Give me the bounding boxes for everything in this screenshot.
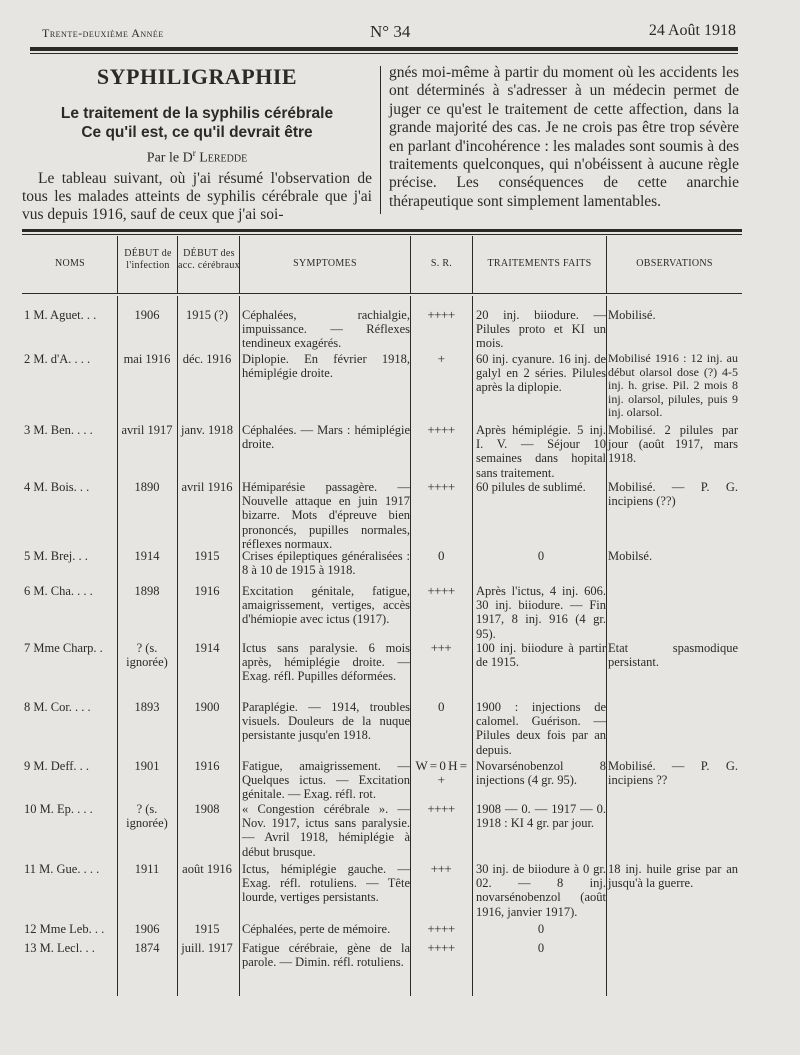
- cell-nom: 10 M. Ep. . . .: [24, 802, 93, 816]
- intro-paragraph-left: Le tableau suivant, où j'ai résumé l'observation de tous les malades atteints de syphilis cérébrale que j'ai vus depuis 1916, sauf de ceux que j'ai soi-: [22, 169, 372, 223]
- article-left-column: [22, 64, 372, 224]
- header-sr: S. R.: [430, 258, 453, 269]
- cell-debut-acc: 1908: [194, 802, 220, 816]
- cell-debut-infection: 1906: [134, 922, 160, 936]
- cell-debut-infection: avril 1917: [121, 423, 173, 437]
- header-traitements: TRAITEMENTS FAITS: [487, 258, 592, 269]
- article-title: [22, 104, 372, 142]
- cell-observations: 18 inj. huile grise par an jusqu'à la guerre.: [608, 862, 738, 891]
- cell-symptomes: Hémiparésie passagère. — Nouvelle attaque en juin 1917 bizarre. Mots d'épreuve bien prononcés, pupilles normales, réflexes normaux.: [242, 480, 410, 551]
- cell-nom: 8 M. Cor. . . .: [24, 700, 91, 714]
- cell-debut-acc: 1915 (?): [186, 308, 228, 322]
- cell-nom: 13 M. Lecl. . .: [24, 941, 95, 955]
- cell-debut-infection: 1901: [134, 759, 160, 773]
- cell-symptomes: Paraplégie. — 1914, troubles visuels. Douleurs de la nuque persistante jusqu'en 1918.: [242, 700, 410, 743]
- cell-nom: 6 M. Cha. . . .: [24, 584, 93, 598]
- cell-symptomes: Ictus sans paralysie. 6 mois après, hémiplégie droite. — Exag. réfl. Pupilles déformées.: [242, 641, 410, 684]
- cell-debut-infection: 1898: [134, 584, 160, 598]
- article-title-line2: Ce qu'il est, ce qu'il devrait être: [81, 124, 313, 141]
- cell-traitements: 30 inj. de biiodure à 0 gr. 02. — 8 inj. novarsénobenzol (août 1916, janvier 1917).: [476, 862, 606, 919]
- cell-debut-infection: ? (s. ignorée): [126, 802, 168, 831]
- cell-debut-acc: avril 1916: [181, 480, 233, 494]
- cell-sr: ++++: [427, 583, 455, 598]
- cell-traitements: Après hémiplégie. 5 inj. I. V. — Séjour 10 semaines dans hopital sans traitement.: [476, 423, 606, 480]
- cell-symptomes: Céphalées, perte de mémoire.: [242, 922, 391, 936]
- column-divider: [410, 296, 411, 996]
- cell-debut-acc: 1916: [194, 759, 220, 773]
- cell-symptomes: Céphalées. — Mars : hémiplégie droite.: [242, 423, 410, 452]
- cell-symptomes: « Congestion cérébrale ». — Nov. 1917, ictus sans paralysie. — Avril 1918, hémiplégie à début brusque.: [242, 802, 410, 859]
- cell-traitements: 0: [537, 941, 545, 955]
- issue-number: N° 34: [370, 22, 411, 41]
- cell-sr: ++++: [427, 801, 455, 816]
- column-divider: [472, 296, 473, 996]
- author-name: Leredde: [199, 150, 248, 166]
- cell-symptomes: Fatigue, amaigrissement. — Quelques ictus. — Excitation génitale. — Exag. réfl. rot.: [242, 759, 410, 802]
- cell-symptomes: Céphalées, rachialgie, impuissance. — Réflexes tendineux exagérés.: [242, 308, 410, 351]
- volume-label: Trente-deuxième Année: [42, 26, 164, 40]
- cell-sr: +++: [430, 861, 452, 876]
- cell-debut-infection: 1906: [134, 308, 160, 322]
- article-title-line1: Le traitement de la syphilis cérébrale: [60, 105, 334, 122]
- cell-nom: 1 M. Aguet. . .: [24, 308, 97, 322]
- cell-debut-acc: 1914: [194, 641, 220, 655]
- header-debut-acc: DÉBUT des acc. cérébraux: [178, 248, 240, 271]
- cell-sr: +++: [430, 640, 452, 655]
- cell-traitements: Novarsénobenzol 8 injections (4 gr. 95).: [476, 759, 606, 788]
- cell-debut-infection: 1914: [134, 549, 160, 563]
- cell-symptomes: Excitation génitale, fatigue, amaigrissement, vertiges, accès d'hémiopie avec ictus (1917).: [242, 584, 410, 627]
- cell-observations: Mobilisé 1916 : 12 inj. au début olarsol dose (?) 4-5 inj. h. grise. Pil. 2 mois 8 inj. olarsol, pilules, puis 9 inj. olarsol.: [608, 351, 738, 420]
- cell-sr: 0: [438, 699, 444, 714]
- byline: [22, 148, 372, 167]
- header-observations: OBSERVATIONS: [636, 258, 713, 269]
- header-symptomes: SYMPTOMES: [293, 258, 357, 269]
- table-header-rule: [22, 293, 742, 294]
- cell-debut-infection: mai 1916: [123, 352, 171, 366]
- table-top-rule-thin: [22, 234, 742, 235]
- header-rule-thin: [30, 53, 738, 54]
- byline-sup: r: [192, 148, 196, 158]
- cell-observations: Mobilisé. 2 pilules par jour (août 1917, mars 1918.: [608, 423, 738, 466]
- cell-debut-infection: 1890: [134, 480, 160, 494]
- cell-observations: Mobilisé. — P. G. incipiens (??): [608, 480, 738, 509]
- cell-sr: ++++: [427, 921, 455, 936]
- cell-nom: 12 Mme Leb. . .: [24, 922, 105, 936]
- cell-debut-acc: 1915: [194, 922, 220, 936]
- cell-traitements: 60 pilules de sublimé.: [476, 480, 586, 494]
- cell-traitements: 1908 — 0. — 1917 — 0. 1918 : KI 4 gr. par jour.: [476, 802, 606, 831]
- header-debut-infection: DÉBUT de l'infection: [124, 248, 172, 271]
- cell-observations: Mobilisé.: [608, 308, 656, 322]
- column-divider: [380, 66, 381, 214]
- running-header: [42, 22, 742, 44]
- cell-nom: 4 M. Bois. . .: [24, 480, 90, 494]
- cell-sr: ++++: [427, 422, 455, 437]
- cell-sr: ++++: [427, 940, 455, 955]
- column-divider: [239, 296, 240, 996]
- cell-nom: 5 M. Brej. . .: [24, 549, 88, 563]
- cell-traitements: 100 inj. biiodure à partir de 1915.: [476, 641, 606, 670]
- cell-traitements: 0: [537, 549, 545, 563]
- section-title: SYPHILIGRAPHIE: [96, 64, 298, 89]
- cell-debut-acc: déc. 1916: [182, 352, 232, 366]
- byline-prefix: Par le D: [146, 150, 193, 166]
- cell-observations: Mobilisé. — P. G. incipiens ??: [608, 759, 738, 788]
- cell-debut-acc: janv. 1918: [181, 423, 233, 437]
- header-noms: NOMS: [54, 258, 86, 269]
- cell-debut-acc: 1900: [194, 700, 220, 714]
- cell-sr: +: [437, 351, 445, 366]
- cell-sr: ++++: [427, 479, 455, 494]
- header-rule: [30, 47, 738, 51]
- cell-debut-infection: 1911: [134, 862, 160, 876]
- cell-symptomes: Crises épileptiques généralisées : 8 à 10 de 1915 à 1918.: [242, 549, 410, 578]
- cell-symptomes: Fatigue cérébraie, gène de la parole. — Dimin. réfl. rotuliens.: [242, 941, 410, 970]
- cell-nom: 2 M. d'A. . . .: [24, 352, 91, 366]
- cell-traitements: 20 inj. biiodure. — Pilules proto et KI un mois.: [476, 308, 606, 351]
- cell-nom: 3 M. Ben. . . .: [24, 423, 93, 437]
- column-divider: [606, 296, 607, 996]
- intro-paragraph-right: gnés moi-même à partir du moment où les accidents les ont déterminés à s'adresser à un médecin permet de juger ce qu'est le traitement de cette affection, dans la grande majorité des cas. Je ne crois pas être trop sévère en parlant d'incohérence : les malades sont soumis à des traitements quelconques, qui n'obéissent à aucune règle précise. Les conséquences de cette anarchie thérapeutique sont simplement lamentables.: [389, 64, 739, 210]
- cell-debut-acc: 1916: [194, 584, 220, 598]
- table-top-rule: [22, 229, 742, 232]
- cell-nom: 11 M. Gue. . . .: [24, 862, 100, 876]
- cell-debut-acc: août 1916: [182, 862, 232, 876]
- cell-observations: Mobilsé.: [608, 549, 653, 563]
- cell-debut-infection: 1893: [134, 700, 160, 714]
- issue-date: 24 Août 1918: [648, 22, 736, 39]
- cell-traitements: 1900 : injections de calomel. Guérison. — Pilules deux fois par an depuis.: [476, 700, 606, 757]
- cell-nom: 7 Mme Charp. .: [24, 641, 103, 655]
- cell-traitements: 0: [537, 922, 545, 936]
- cell-symptomes: Diplopie. En février 1918, hémiplégie droite.: [242, 352, 410, 381]
- cell-traitements: Après l'ictus, 4 inj. 606. 30 inj. biiodure. — Fin 1917, 8 inj. 916 (4 gr. 95).: [476, 584, 606, 641]
- cell-observations: Etat spasmodique persistant.: [608, 641, 738, 670]
- cell-traitements: 60 inj. cyanure. 16 inj. de galyl en 2 séries. Pilules après la diplopie.: [476, 352, 606, 395]
- cell-symptomes: Ictus, hémiplégie gauche. — Exag. réfl. rotuliens. — Tête lourde, vertiges persistants.: [242, 862, 410, 905]
- cell-debut-infection: ? (s. ignorée): [126, 641, 168, 670]
- cell-debut-acc: juill. 1917: [181, 941, 233, 955]
- cell-sr: W = 0 H = +: [415, 758, 467, 788]
- cell-debut-infection: 1874: [134, 941, 160, 955]
- cell-sr: ++++: [427, 307, 455, 322]
- cell-nom: 9 M. Deff. . .: [24, 759, 90, 773]
- cell-sr: 0: [438, 548, 444, 563]
- cell-debut-acc: 1915: [194, 549, 220, 563]
